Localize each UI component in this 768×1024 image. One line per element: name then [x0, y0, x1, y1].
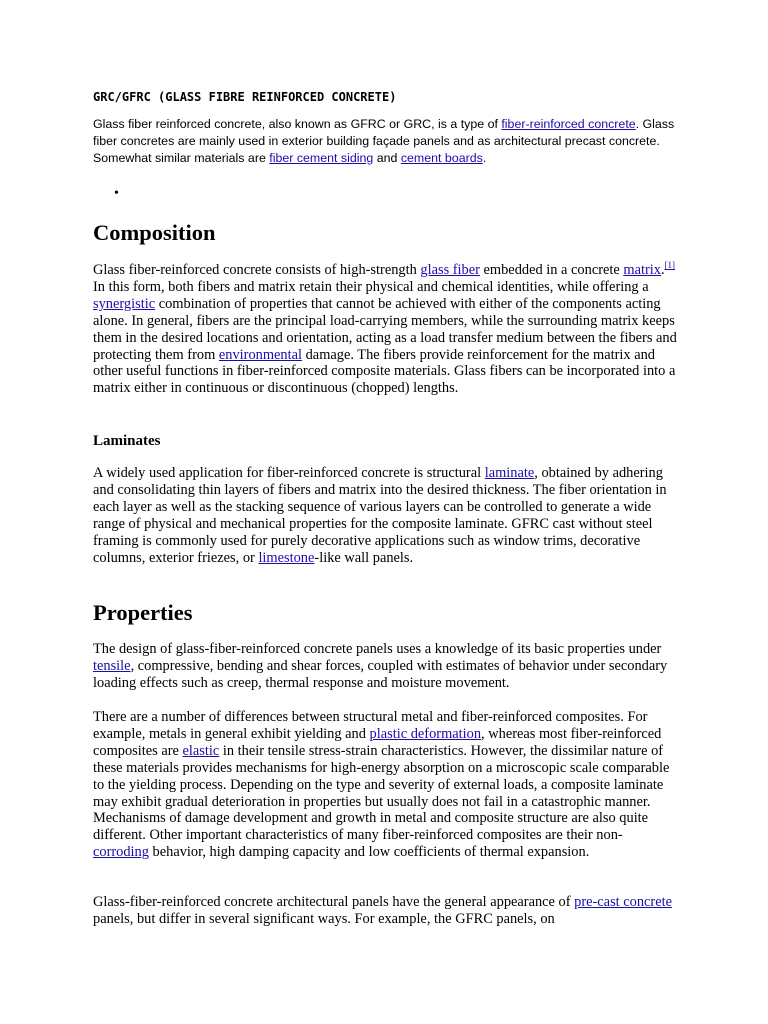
laminates-text-2: , obtained by adhering and consolidating thin layers of fibers and matrix into the desired thickness. The fiber orientation in each layer as well as the stacking sequence of various layers can be controlled to generate a wide range of physical and mechanical properties for the composite laminate. GFRC cast without steel framing is commonly used for purely decorative applications such as window trims, decorative columns, exterior friezes, or: [93, 465, 667, 566]
properties-p2-text-2: , whereas most fiber-reinforced composites are: [93, 725, 662, 759]
link-laminate[interactable]: laminate: [484, 465, 535, 481]
intro-text-3: and: [373, 151, 401, 165]
heading-composition: Composition: [93, 220, 216, 245]
link-fiber-reinforced-concrete[interactable]: fiber-reinforced concrete: [501, 117, 636, 131]
properties-p3-text-2: panels, but differ in several significant ways. For example, the GFRC panels, on: [93, 910, 555, 927]
link-elastic[interactable]: elastic: [182, 742, 220, 759]
link-limestone[interactable]: limestone: [258, 549, 315, 566]
heading-properties: Properties: [93, 600, 193, 625]
laminates-paragraph: [93, 465, 677, 566]
link-glass-fiber[interactable]: glass fiber: [420, 262, 480, 278]
link-environmental[interactable]: environmental: [218, 346, 303, 363]
reference-1[interactable]: [1]: [664, 260, 676, 271]
properties-p2-text-4: behavior, high damping capacity and low coefficients of thermal expansion.: [148, 844, 590, 861]
properties-p2-text-1: There are a number of differences between structural metal and fiber-reinforced composites. For example, metals in general exhibit yielding and: [93, 709, 648, 742]
intro-text-4: .: [482, 151, 487, 165]
properties-paragraph-3: [93, 894, 677, 928]
heading-laminates: Laminates: [93, 433, 161, 449]
link-cement-boards[interactable]: cement boards: [400, 151, 483, 165]
properties-paragraph-2: [93, 709, 677, 861]
intro-text-1: Glass fiber reinforced concrete, also known as GFRC or GRC, is a type of: [93, 117, 502, 131]
properties-p1-text-2: , compressive, bending and shear forces, coupled with estimates of behavior under secondary loading effects such as creep, thermal response and moisture movement.: [93, 657, 668, 691]
page-title: GRC/GFRC (GLASS FIBRE REINFORCED CONCRETE): [93, 90, 397, 104]
properties-p1-text-1: The design of glass-fiber-reinforced concrete panels uses a knowledge of its basic properties under: [93, 641, 662, 657]
intro-text-2: . Glass fiber concretes are mainly used in exterior building façade panels and as architectural precast concrete. Somewhat similar materials are: [93, 117, 675, 165]
composition-text-2: embedded in a concrete: [479, 262, 624, 278]
link-matrix[interactable]: matrix: [623, 262, 661, 278]
link-tensile[interactable]: tensile: [93, 657, 131, 674]
intro-paragraph: [93, 116, 683, 167]
laminates-text-3: -like wall panels.: [314, 549, 414, 566]
link-pre-cast-concrete[interactable]: pre-cast concrete: [574, 894, 672, 910]
laminates-text-1: A widely used application for fiber-reinforced concrete is structural: [93, 465, 485, 481]
composition-paragraph: Glass fiber-reinforced concrete consists of high-strength glass fiber embedded in a concrete matrix.[1] In this form, both fibers and matrix retain their physical and chemical identities, while offering a synergistic combination of properties that cannot be achieved with either of the components acting alone. In general, fibers are the principal load-carrying members, while the surrounding matrix keeps them in the desired locations and orientation, acting as a load transfer medium between the fibers and protecting them from environmental damage. The fibers provide reinforcement for the matrix and other useful functions in fiber-reinforced composite materials. Glass fibers can be incorporated into a matrix either in continuous or discontinuous (chopped) lengths.: [93, 260, 677, 397]
bullet-point: •: [114, 186, 119, 201]
properties-p2-text-3: in their tensile stress-strain characteristics. However, the dissimilar nature of these materials provides mechanisms for high-energy absorption on a microscopic scale comparable to the yielding process. Depending on the type and severity of external loads, a composite laminate may exhibit gradual deterioration in properties but usually does not fail in a catastrophic manner. Mechanisms of damage development and growth in metal and composite structure are also quite different. Other important characteristics of many fiber-reinforced composites are their non-: [93, 742, 670, 844]
composition-text-3: In this form, both fibers and matrix retain their physical and chemical identities, while offering a: [93, 278, 649, 295]
properties-p3-text-1: Glass-fiber-reinforced concrete architectural panels have the general appearance of: [93, 894, 575, 910]
link-synergistic[interactable]: synergistic: [93, 295, 156, 312]
composition-text-5: damage. The fibers provide reinforcement for the matrix and other useful functions in fiber-reinforced composite materials. Glass fibers can be incorporated into a matrix either in continuous or discontinuous (chopped) lengths.: [93, 346, 676, 397]
link-corroding[interactable]: corroding: [93, 844, 149, 861]
composition-text-1: Glass fiber-reinforced concrete consists of high-strength: [93, 262, 421, 278]
link-fiber-cement-siding[interactable]: fiber cement siding: [269, 151, 374, 165]
link-plastic-deformation[interactable]: plastic deformation: [369, 725, 482, 742]
properties-paragraph-1: [93, 641, 677, 692]
composition-text-4: combination of properties that cannot be achieved with either of the components acting alone. In general, fibers are the principal load-carrying members, while the surrounding matrix keeps them in the desired locations and orientation, acting as a load transfer medium between the fibers and protecting them from: [93, 295, 677, 363]
